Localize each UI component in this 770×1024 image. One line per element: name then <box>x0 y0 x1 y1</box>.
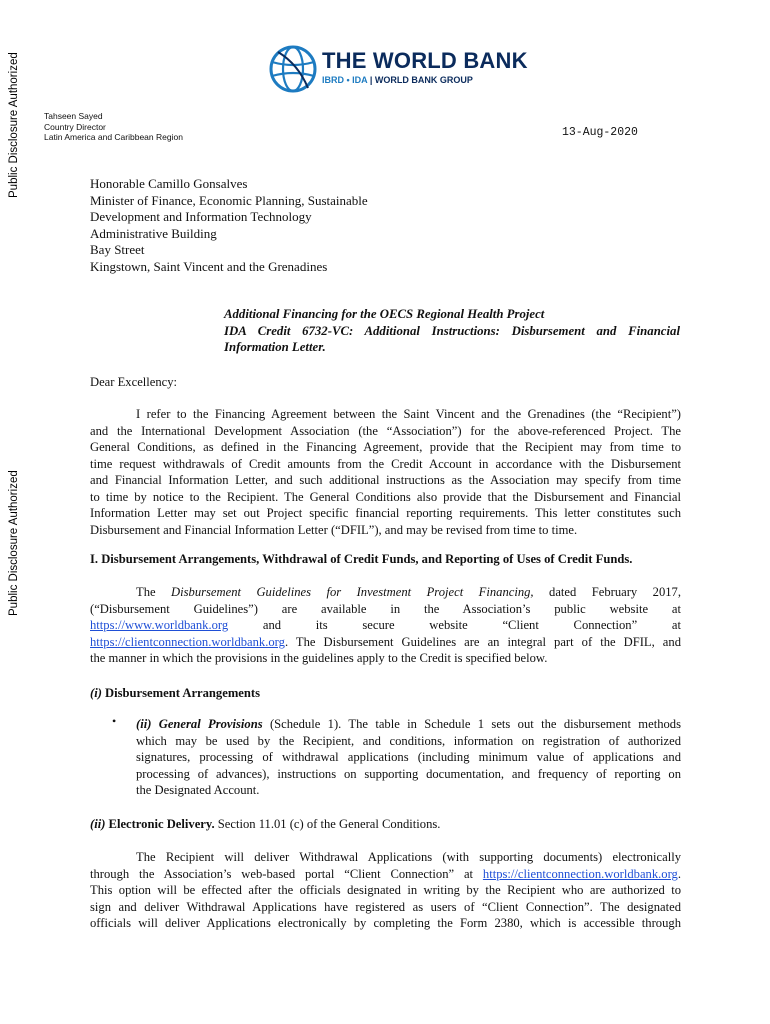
paragraph-line <box>90 634 681 651</box>
paragraph-line: Disbursement and Financial Information Letter (“DFIL”), and may be revised from time to time. <box>90 522 578 537</box>
text-portal: through the Association’s web-based portal “Client Connection” at <box>90 866 483 881</box>
logo-ibrd-ida: IBRD • IDA <box>322 75 368 85</box>
paragraph-line: sign and deliver Withdrawal Applications have registered as users of “Client Connection”. The designated <box>90 899 681 914</box>
subheading-disbursement-arrangements <box>90 685 681 702</box>
address-line: Administrative Building <box>90 225 217 241</box>
paragraph-line: the manner in which the provisions in the guidelines apply to the Credit is specified below. <box>90 651 548 665</box>
logo-title: THE WORLD BANK <box>322 48 528 73</box>
subject-line-3: Information Letter. <box>224 340 326 354</box>
paragraph-line: officials will deliver Applications electronically by completing the Form 2380, which is accessible through <box>90 916 681 930</box>
sender-region: Latin America and Caribbean Region <box>44 132 183 142</box>
text-period: . <box>677 866 681 881</box>
guidelines-title: Disbursement Guidelines for Investment Project Financing, <box>171 585 534 599</box>
text-schedule: (Schedule 1). The table in Schedule 1 sets out the disbursement methods <box>262 717 681 731</box>
paragraph-line: and the International Development Association (the “Association”) for the above-referenced Project. The <box>90 423 681 438</box>
paragraph-line: which may be used by the Recipient, and conditions, information on registration of authorized <box>136 733 681 748</box>
world-bank-logo <box>268 44 528 96</box>
paragraph-line: time request withdrawals of Credit amounts from the Credit Account in accordance with the Disbursement <box>90 456 681 471</box>
paragraph-line: Information Letter may set out Project specific financial reporting requirements. This letter constitutes such <box>90 506 681 520</box>
subheading-electronic-delivery <box>90 816 681 833</box>
text-secure-website: and its secure website “Client Connection” at <box>228 618 681 632</box>
sender-block <box>44 111 183 143</box>
subheading-rest: Section 11.01 (c) of the General Conditions. <box>214 817 441 831</box>
paragraph-electronic <box>90 849 681 932</box>
paragraph-line: and Financial Information Letter, and such additional instructions as the Association may specify from time <box>90 473 681 487</box>
paragraph-line: to time by notice to the Recipient. The General Conditions also provide that the Disbursement and Financial <box>90 489 681 504</box>
watermark-text-middle: Public Disclosure Authorized <box>8 470 20 616</box>
clientconnection-link[interactable]: https://clientconnection.worldbank.org <box>90 634 285 649</box>
paragraph-line <box>90 617 681 634</box>
paragraph-line: The Recipient will deliver Withdrawal Applications (with supporting documents) electronically <box>136 850 681 864</box>
bullet-general-provisions <box>136 716 681 799</box>
paragraph-line: processing of advances), instructions on supporting documentation, and frequency of reporting on <box>136 766 681 781</box>
globe-icon <box>268 44 318 94</box>
text-dated: dated February 2017, <box>533 585 681 599</box>
paragraph-line <box>90 584 681 601</box>
logo-separator: | <box>367 75 375 85</box>
subheading-title: Disbursement Arrangements <box>101 686 260 700</box>
subheading-marker: (ii) <box>90 817 106 831</box>
logo-group: WORLD BANK GROUP <box>374 75 473 85</box>
sender-name: Tahseen Sayed <box>44 111 103 121</box>
logo-subtitle <box>322 75 473 85</box>
paragraph-line: This option will be effected after the officials designated in writing by the Recipient who are authorized to <box>90 883 681 897</box>
paragraph-line: I refer to the Financing Agreement between the Saint Vincent and the Grenadines (the “Recipient”) <box>136 407 681 421</box>
clientconnection-link[interactable]: https://clientconnection.worldbank.org <box>482 866 678 881</box>
disclosure-watermark-middle <box>8 448 26 618</box>
disclosure-watermark-top <box>8 0 26 200</box>
subject-block <box>224 306 680 356</box>
paragraph-line: signatures, processing of withdrawal applications (including minimum value of applications and <box>136 750 681 764</box>
paragraph-line: General Conditions, as defined in the Financing Agreement, provide that the Recipient may from time to <box>90 440 681 454</box>
text-integral: . The Disbursement Guidelines are an integral part of the DFIL, and <box>284 634 681 649</box>
address-line: Minister of Finance, Economic Planning, Sustainable <box>90 192 368 208</box>
worldbank-link[interactable]: https://www.worldbank.org <box>90 618 229 632</box>
salutation: Dear Excellency: <box>90 375 178 389</box>
subheading-title: Electronic Delivery. <box>105 817 215 831</box>
paragraph-intro <box>90 406 681 538</box>
subheading-marker: (i) <box>90 686 102 700</box>
general-provisions-label: (ii) General Provisions <box>136 717 263 731</box>
address-line: Development and Information Technology <box>90 209 312 224</box>
subject-line-1: Additional Financing for the OECS Regional Health Project <box>224 307 545 321</box>
bullet-icon: • <box>112 714 117 728</box>
subject-line-2: IDA Credit 6732-VC: Additional Instructions: Disbursement and Financial <box>224 323 680 338</box>
address-line: Bay Street <box>90 242 145 257</box>
paragraph-line <box>136 716 681 733</box>
paragraph-line <box>90 866 681 883</box>
watermark-text-top: Public Disclosure Authorized <box>8 52 20 198</box>
text-the: The <box>136 585 172 599</box>
paragraph-line: (“Disbursement Guidelines”) are available in the Association’s public website at <box>90 601 681 616</box>
letter-date: 13-Aug-2020 <box>562 126 638 139</box>
paragraph-guidelines <box>90 584 681 667</box>
section-heading-1: I. Disbursement Arrangements, Withdrawal of Credit Funds, and Reporting of Uses of Credit Funds. <box>90 552 633 566</box>
sender-title: Country Director <box>44 121 106 132</box>
address-line: Kingstown, Saint Vincent and the Grenadines <box>90 258 328 274</box>
address-line: Honorable Camillo Gonsalves <box>90 176 248 191</box>
paragraph-line: the Designated Account. <box>136 783 260 797</box>
recipient-address <box>90 176 368 275</box>
